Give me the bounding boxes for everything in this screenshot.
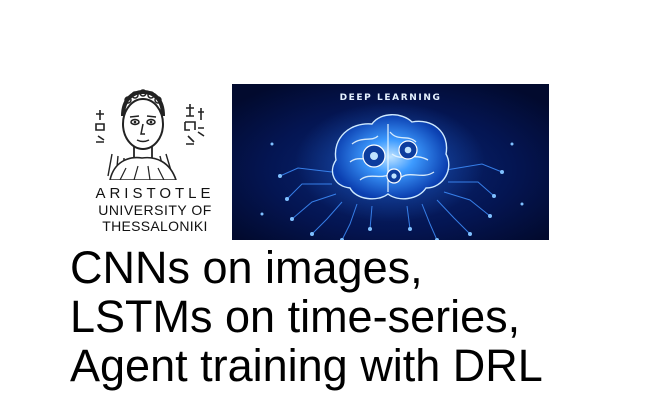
university-name-line-1: ARISTOTLE [95, 185, 215, 202]
banner-title: DEEP LEARNING [339, 93, 442, 103]
university-name-line-3: THESSALONIKI [102, 218, 208, 234]
headline-line-1: CNNs on images, [70, 242, 423, 293]
university-name-line-2: UNIVERSITY OF [98, 202, 212, 218]
headline-line-2: LSTMs on time-series, [70, 291, 521, 342]
aristotle-head-icon [90, 84, 214, 180]
university-logo [82, 84, 228, 240]
headline [70, 243, 543, 390]
brain-circuit-icon [232, 84, 549, 240]
headline-line-3: Agent training with DRL [70, 340, 543, 391]
deep-learning-banner [232, 84, 549, 240]
